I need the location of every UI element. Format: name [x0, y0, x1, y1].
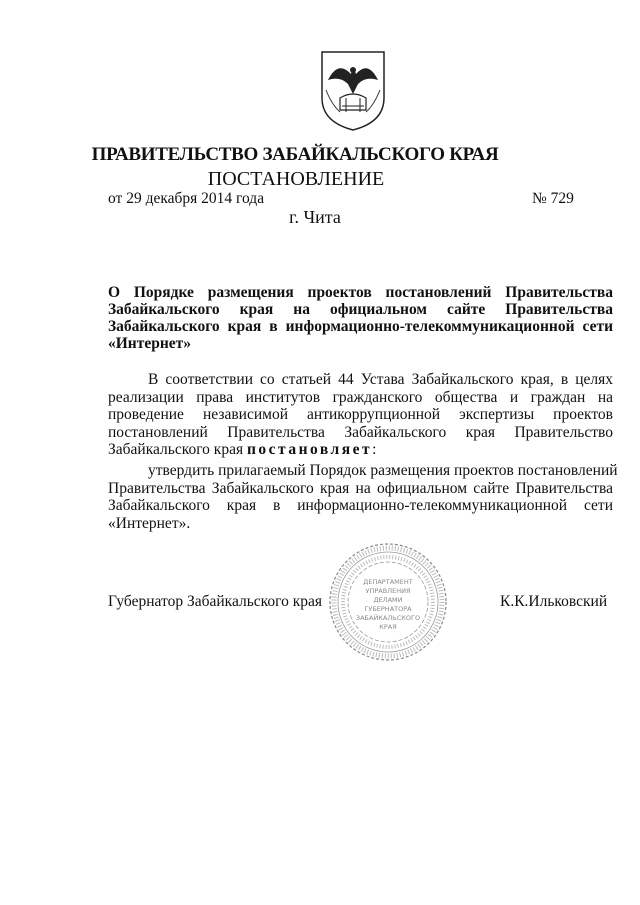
paragraph-line: реализации права институтов гражданского общества и граждан на — [108, 388, 613, 406]
svg-text:КРАЯ: КРАЯ — [379, 623, 397, 631]
official-stamp — [326, 540, 451, 665]
document-heading — [108, 284, 613, 352]
document-type: ПОСТАНОВЛЕНИЕ — [207, 168, 385, 190]
colon: : — [372, 441, 377, 458]
heading-line: «Интернет» — [108, 335, 192, 352]
paragraph-line: В соответствии со статьей 44 Устава Забайкальского края, в целях — [148, 371, 613, 388]
paragraph-line: «Интернет». — [108, 514, 191, 532]
svg-text:ДЕПАРТАМЕНТ: ДЕПАРТАМЕНТ — [363, 578, 413, 586]
signatory-position: Губернатор Забайкальского края — [108, 593, 323, 610]
heading-line: Забайкальского края в информационно-телекоммуникационной сети — [108, 318, 613, 335]
paragraph-line: Правительства Забайкальского края на официальном сайте Правительства — [108, 479, 613, 497]
paragraph-line: Забайкальского края в информационно-телекоммуникационной сети — [108, 497, 613, 514]
signatory-name: К.К.Ильковский — [500, 593, 608, 610]
heading-line: О Порядке размещения проектов постановлений Правительства — [108, 284, 613, 301]
document-number: № 729 — [532, 190, 574, 207]
government-title: ПРАВИТЕЛЬСТВО ЗАБАЙКАЛЬСКОГО КРАЯ — [91, 144, 499, 165]
decree-word: постановляет — [246, 441, 373, 458]
line-text: Забайкальского края — [108, 441, 247, 458]
heading-line: Забайкальского края на официальном сайте Правительства — [108, 301, 613, 318]
svg-text:ДЕЛАМИ: ДЕЛАМИ — [373, 596, 403, 604]
svg-text:ГУБЕРНАТОРА: ГУБЕРНАТОРА — [364, 605, 412, 613]
paragraph-line — [108, 441, 613, 459]
paragraph-line: утвердить прилагаемый Порядок размещения проектов постановлений — [148, 462, 618, 479]
resolution-paragraph — [108, 462, 618, 532]
svg-text:УПРАВЛЕНИЯ: УПРАВЛЕНИЯ — [365, 587, 411, 595]
document-date: от 29 декабря 2014 года — [108, 190, 265, 207]
paragraph-line: постановлений Правительства Забайкальского края Правительство — [108, 423, 613, 441]
svg-text:ЗАБАЙКАЛЬСКОГО: ЗАБАЙКАЛЬСКОГО — [355, 614, 421, 622]
preamble-paragraph — [108, 371, 613, 459]
paragraph-line: проведение независимой антикоррупционной экспертизы проектов — [108, 406, 613, 423]
coat-of-arms-emblem — [318, 50, 388, 132]
city: г. Чита — [289, 207, 341, 227]
